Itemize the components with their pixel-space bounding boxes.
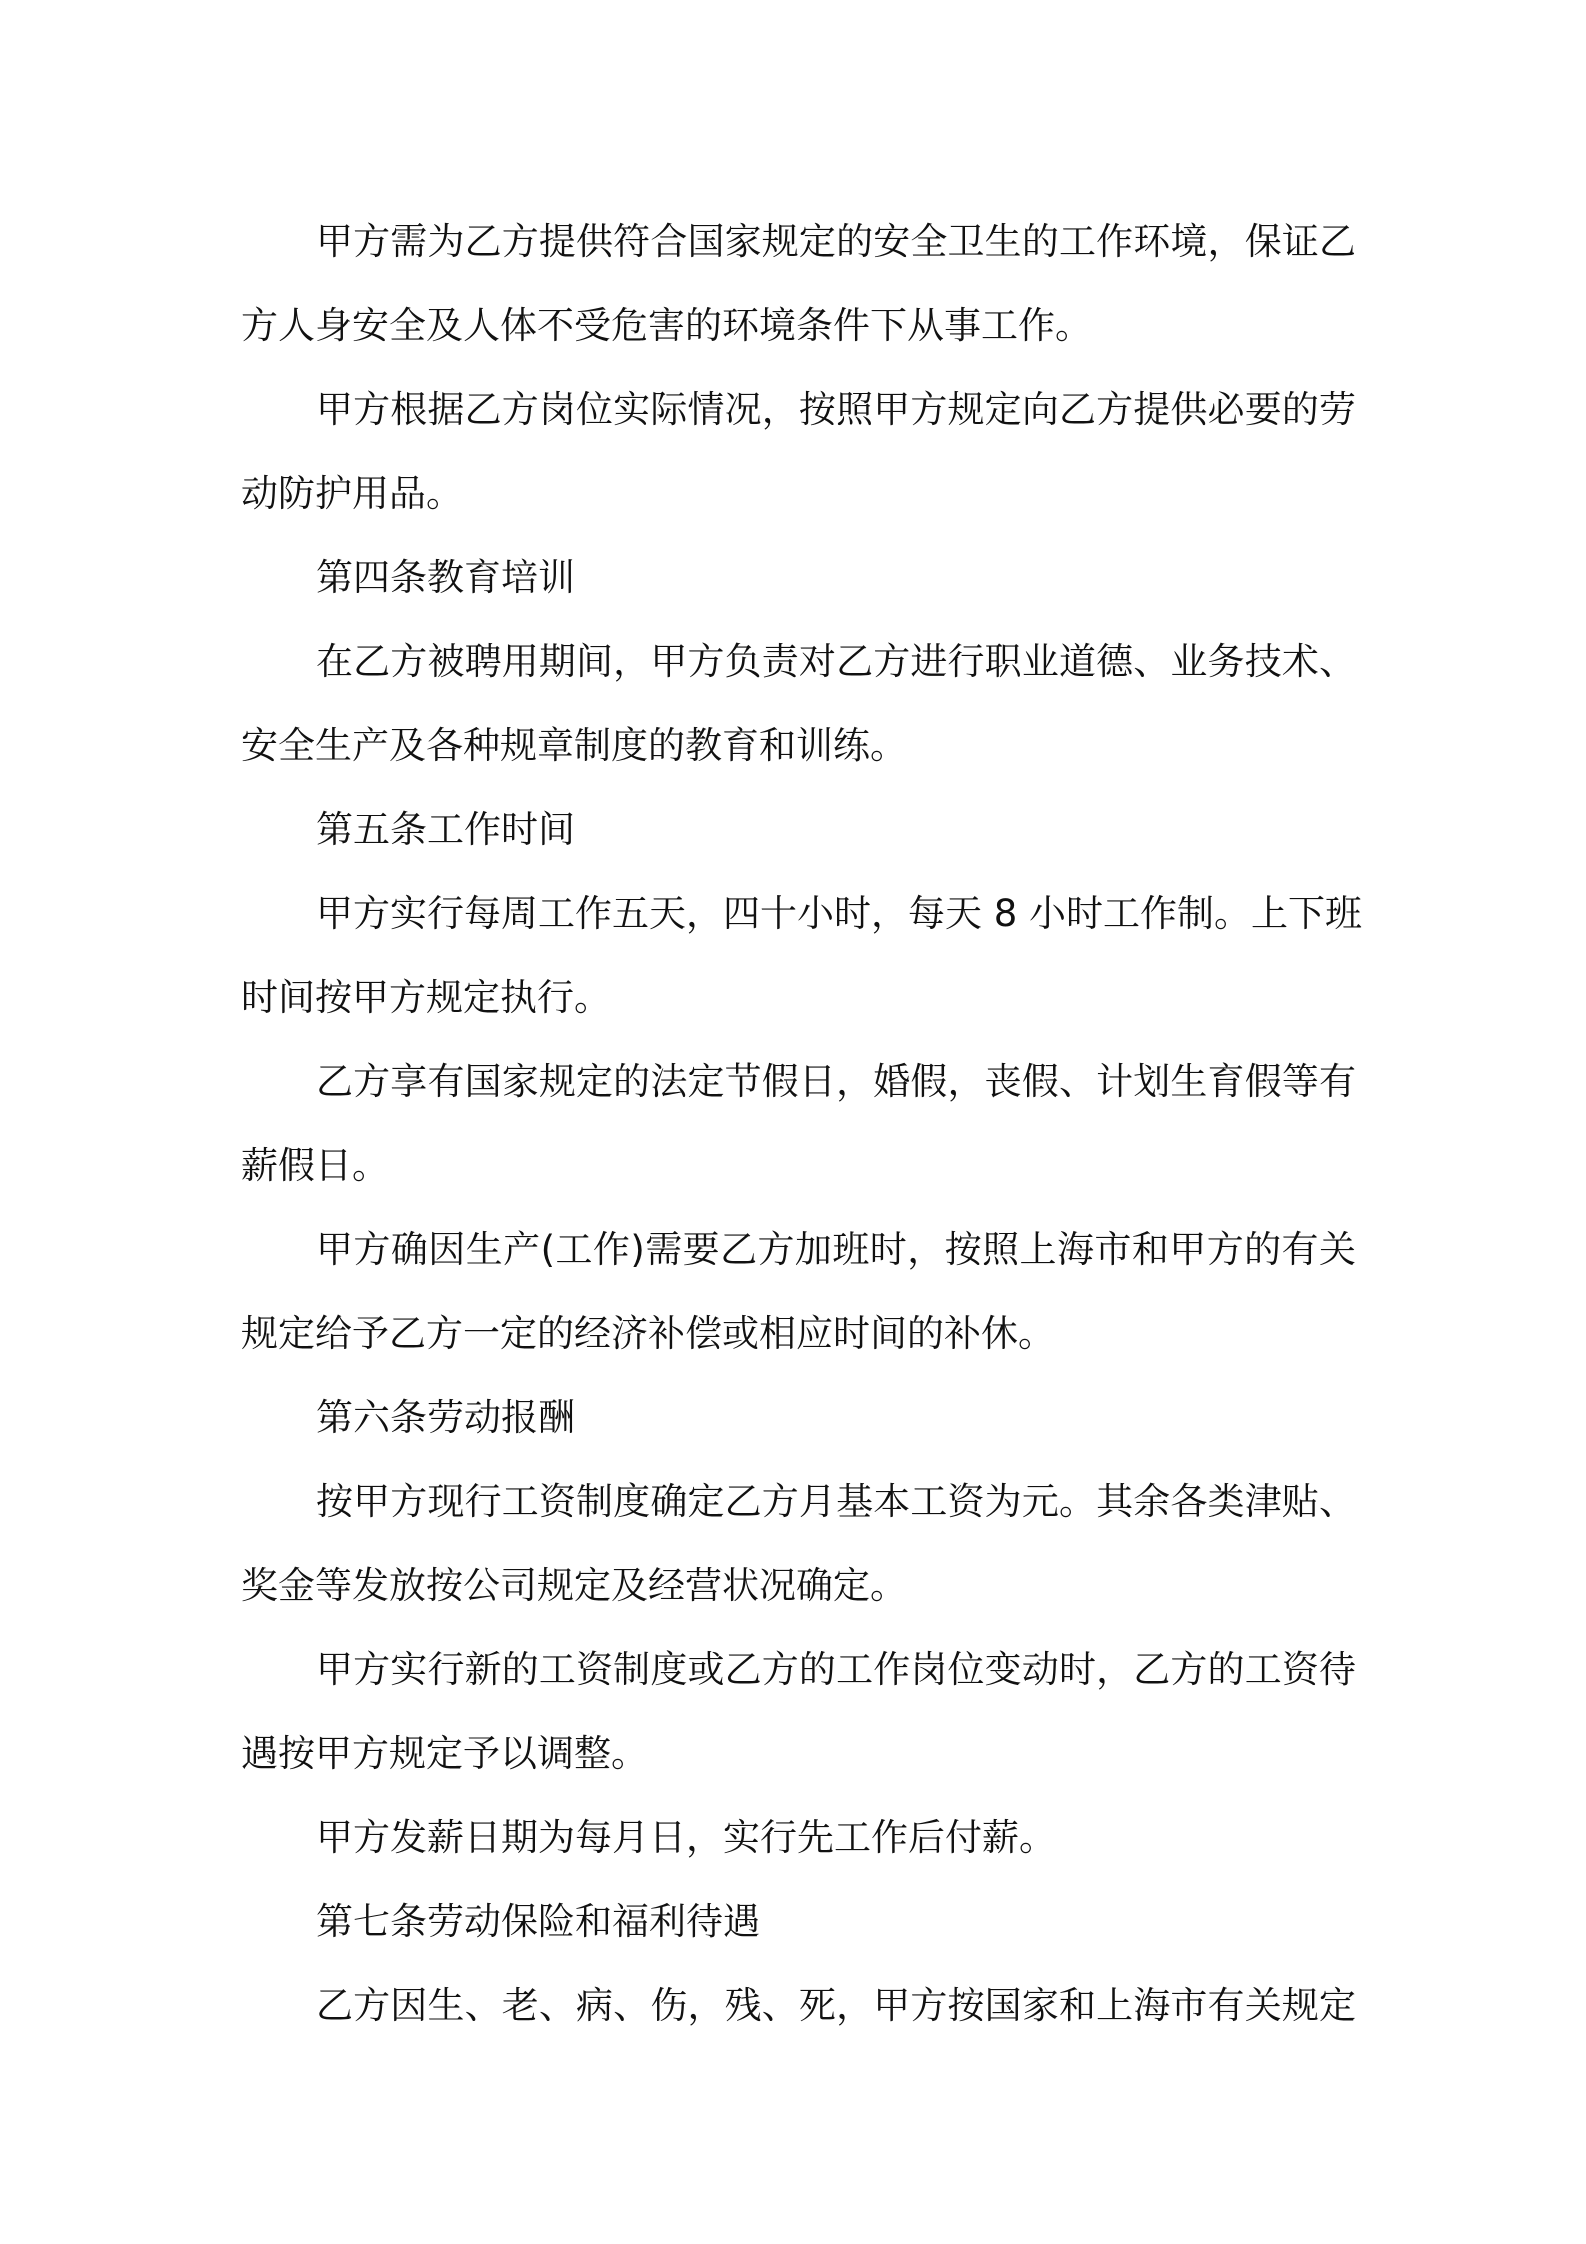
- paragraph-line: 乙方享有国家规定的法定节假日，婚假，丧假、计划生育假等有: [316, 1060, 1356, 1103]
- paragraph-line: 甲方实行新的工资制度或乙方的工作岗位变动时，乙方的工资待: [316, 1648, 1356, 1691]
- section-heading: 第七条劳动保险和福利待遇: [316, 1900, 760, 1943]
- section-heading: 第五条工作时间: [316, 808, 575, 851]
- paragraph-line: 甲方根据乙方岗位实际情况，按照甲方规定向乙方提供必要的劳: [316, 388, 1356, 431]
- paragraph-line: 规定给予乙方一定的经济补偿或相应时间的补休。: [241, 1312, 1055, 1355]
- paragraph-line: 乙方因生、老、病、伤，残、死，甲方按国家和上海市有关规定: [316, 1984, 1356, 2027]
- section-heading: 第六条劳动报酬: [316, 1396, 575, 1439]
- document-page: [241, 200, 1363, 2048]
- paragraph-line: 甲方发薪日期为每月日，实行先工作后付薪。: [316, 1816, 1056, 1859]
- paragraph-line: 甲方实行每周工作五天，四十小时，每天 8 小时工作制。上下班: [316, 892, 1363, 935]
- paragraph-line: 薪假日。: [241, 1144, 389, 1187]
- paragraph-line: 在乙方被聘用期间，甲方负责对乙方进行职业道德、业务技术、: [316, 640, 1356, 683]
- paragraph-line: 方人身安全及人体不受危害的环境条件下从事工作。: [241, 304, 1092, 347]
- paragraph-line: 甲方需为乙方提供符合国家规定的安全卫生的工作环境，保证乙: [316, 220, 1356, 263]
- paragraph-line: 动防护用品。: [241, 472, 463, 515]
- paragraph-line: 按甲方现行工资制度确定乙方月基本工资为元。其余各类津贴、: [316, 1480, 1356, 1523]
- paragraph-line: 遇按甲方规定予以调整。: [241, 1732, 648, 1775]
- paragraph-line: 甲方确因生产(工作)需要乙方加班时，按照上海市和甲方的有关: [316, 1228, 1356, 1271]
- paragraph-line: 时间按甲方规定执行。: [241, 976, 611, 1019]
- section-heading: 第四条教育培训: [316, 556, 575, 599]
- paragraph-line: 安全生产及各种规章制度的教育和训练。: [241, 724, 907, 767]
- paragraph-line: 奖金等发放按公司规定及经营状况确定。: [241, 1564, 907, 1607]
